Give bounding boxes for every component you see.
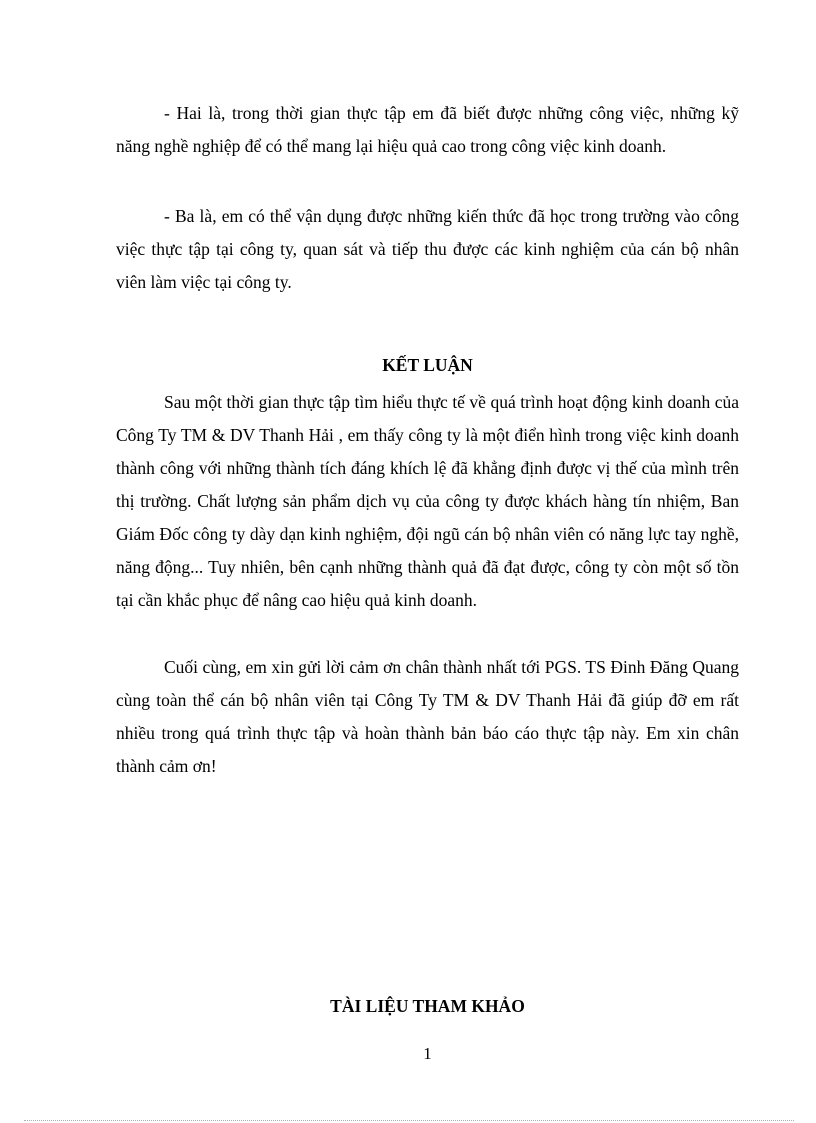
paragraph-point-three: - Ba là, em có thể vận dụng được những kiến thức đã học trong trường vào công việc thực tập tại công ty, quan sát và tiếp thu được các kinh nghiệm của cán bộ nhân viên làm việc tại công ty.	[116, 206, 739, 292]
paragraph-acknowledgement: Cuối cùng, em xin gửi lời cảm ơn chân thành nhất tới PGS. TS Đinh Đăng Quang cùng toàn thể cán bộ nhân viên tại Công Ty TM & DV Thanh Hải đã giúp đỡ em rất nhiều trong quá trình thực tập và hoàn thành bản báo cáo thực tập này. Em xin chân thành cảm ơn!	[116, 657, 739, 776]
paragraph-point-two: - Hai là, trong thời gian thực tập em đã biết được những công việc, những kỹ năng nghề nghiệp để có thể mang lại hiệu quả cao trong công việc kinh doanh.	[116, 103, 739, 156]
page-bottom-border	[24, 1120, 794, 1121]
paragraph-conclusion-body: Sau một thời gian thực tập tìm hiểu thực tế về quá trình hoạt động kinh doanh của Công Ty TM & DV Thanh Hải , em thấy công ty là một điển hình trong việc kinh doanh thành công với những thành tích đáng khích lệ đã khẳng định được vị thế của mình trên thị trường. Chất lượng sản phẩm dịch vụ của công ty được khách hàng tín nhiệm, Ban Giám Đốc công ty dày dạn kinh nghiệm, đội ngũ cán bộ nhân viên có năng lực tay nghề, năng động... Tuy nhiên, bên cạnh những thành quả đã đạt được, công ty còn một số tồn tại cần khắc phục để nâng cao hiệu quả kinh doanh.	[116, 392, 739, 610]
conclusion-heading: KẾT LUẬN	[382, 355, 473, 375]
references-heading: TÀI LIỆU THAM KHẢO	[330, 996, 525, 1016]
page-number: 1	[423, 1044, 432, 1063]
